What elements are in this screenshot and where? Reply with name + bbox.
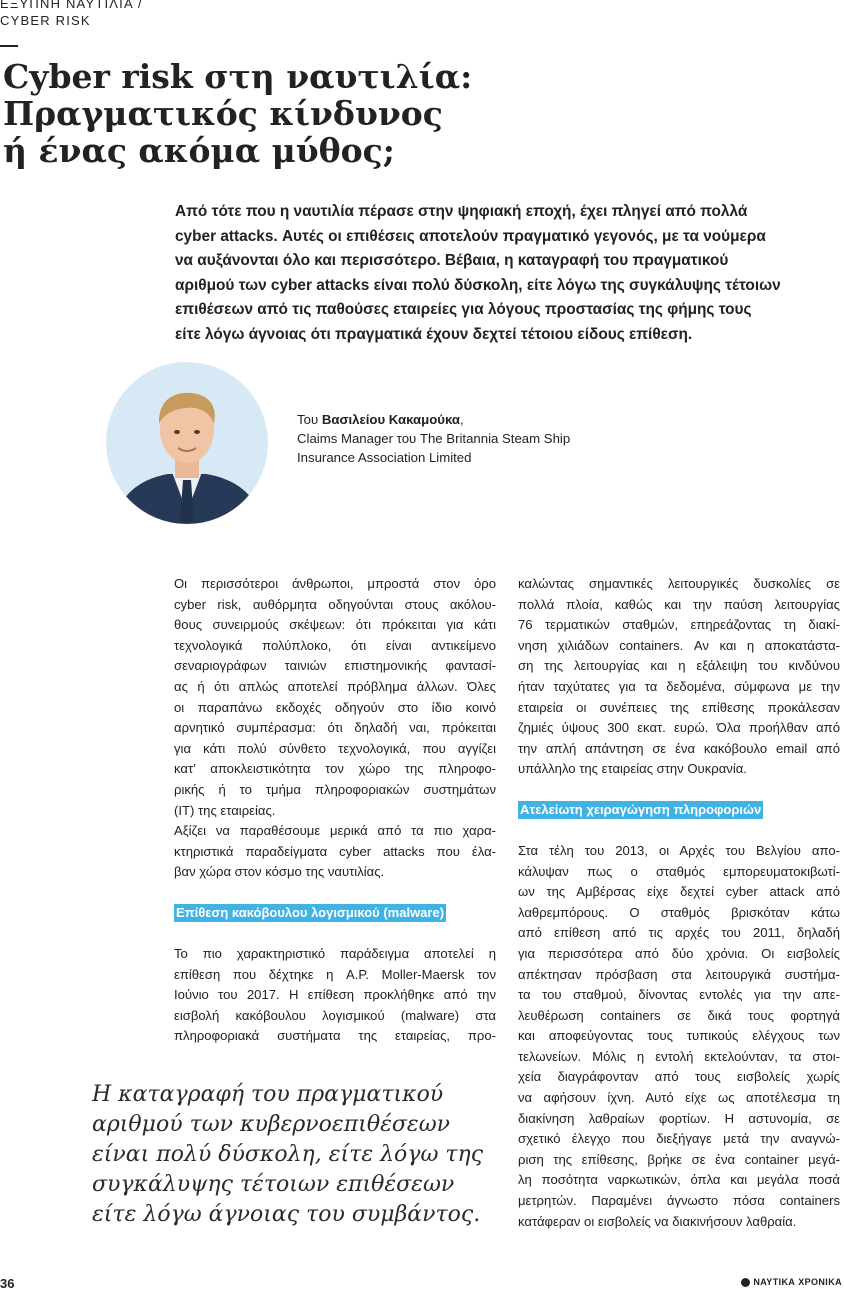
body-line: και αποφεύγοντας τους τυπικούς ελέγχους των [518,1028,840,1044]
body-line: τελωνείων. Μόλις η εντολή εκτελούνταν, τα στοι- [518,1048,840,1064]
body-line: χεία διαγράφονταν από τους εισβολείς χωρίς [518,1069,840,1085]
body-line: κάλυψαν πως ο σταθμός εμπορευματοκιβωτί- [518,863,840,879]
body-line: βαν χώρα στον κόσμο της ναυτιλίας. [174,864,385,880]
body-line: τα του σταθμού, δίνοντας εντολές για την απε- [518,987,840,1003]
body-line: Στα τέλη του 2013, οι Αρχές του Βελγίου απο- [518,842,840,858]
pull-quote [92,1080,512,1230]
body-line: για περισσότερα από δύο χρόνια. Οι εισβολείς [518,945,840,961]
body-line: πολλά πλοία, καθώς και την παύση λειτουργίας [518,596,840,612]
body-line: ζημιές ύψους 300 εκατ. ευρώ. Όλα προήλθαν από [518,720,840,736]
lead-line: αριθμού των cyber attacks είναι πολύ δύσκολη, είτε λόγω της συγκάλυψης τέτοιων [175,276,781,294]
lead-line: Από τότε που η ναυτιλία πέρασε στην ψηφιακή εποχή, έχει πληγεί από πολλά [175,203,748,220]
body-line: από επίθεση από τις αρχές του 2011, δηλαδή [518,925,840,941]
body-line: την απλή απάντηση σε ένα κακόβουλο email από [518,740,840,756]
pull-quote-line: συγκάλυψης τέτοιων επιθέσεων [92,1172,455,1197]
author-portrait-illustration [106,362,268,524]
body-line: Οι περισσότεροι άνθρωποι, μπροστά στον όρο [174,576,496,591]
subhead-malware: Επίθεση κακόβουλου λογισμικού (malware) [176,904,445,920]
author-byline [297,410,657,467]
body-line: για κάτι πολύ σύνθετο τεχνολογικά, που αγγίζει [174,740,496,756]
body-line: σεναριογράφων ταινιών επιστημονικής φαντασί- [174,658,496,674]
lead-line: είτε λόγω άγνοιας ότι πραγματικά έχουν δεχτεί τέτοιου είδους επίθεση. [175,325,693,343]
author-portrait [106,362,268,524]
lead-paragraph [175,200,815,347]
body-line: Το πιο χαρακτηριστικό παράδειγμα αποτελεί η [174,945,496,961]
body-line: λαθρεμπόρους. Ο σταθμός βρισκόταν κάτω [518,904,840,920]
body-line: θους συνειρμούς σκέψεων: ότι πρόκειται για κάτι [174,617,496,633]
subhead-manipulation: Ατελείωτη χειραγώγηση πληροφοριών [520,801,762,817]
author-name: Βασιλείου Κακαμούκα [321,412,460,427]
body-line: υπάλληλο της εταιρείας στην Ουκρανία. [518,761,747,777]
body-line: οι παραπάνω εκδοχές οδηγούν στο ίδιο κοινό [174,699,496,715]
body-line: επίθεση που δέχτηκε η A.P. Moller-Maersk τον [174,966,496,982]
body-line: ση της λειτουργίας και η εξάλειψη του κινδύνου [518,658,840,674]
section-label-line: CYBER RISK [0,13,91,28]
body-line: σχετικό έλεγχο που διεξήγαγε μετά την αναγνώ- [518,1131,840,1147]
body-line: ήταν ταχύτατες για τα δεδομένα, σύμφωνα με την [518,678,840,694]
body-line: λευθέρωση containers σε δικά τους φορτηγά [518,1007,840,1023]
pull-quote-line: αριθμού των κυβερνοεπιθέσεων [92,1112,451,1137]
pull-quote-line: είτε λόγω άγνοιας του συμβάντος. [92,1202,481,1227]
body-line: ων της Αμβέρσας είχε δεχτεί cyber attack από [518,884,840,900]
body-line: απέκτησαν πρόσβαση στα λειτουργικά συστήμα- [518,966,840,982]
page-number: 36 [0,1276,15,1291]
body-line: λη ποσότητα ναρκωτικών, όπλα και μεγάλα ποσά [518,1172,840,1188]
body-line: κατ’ αποκλειστικότητα τον χώρο της πληροφο- [174,761,496,777]
body-line: εταιρεία οι συνέπειες της επίθεσης προκάλεσαν [518,699,840,715]
body-line: πληροφοριακά συστήματα της εταιρείας, προ- [174,1028,496,1044]
body-line: 76 τερματικών σταθμών, επηρεάζοντας τη διακί- [518,617,840,633]
body-line: κτηριστικά παραδείγματα cyber attacks που έλα- [174,843,496,859]
section-label [0,0,300,29]
body-line: μετρητών. Παραμένει άγνωστο πόσα containers [518,1193,840,1209]
pull-quote-line: Η καταγραφή του πραγματικού [92,1082,444,1107]
lead-line: να αυξάνονται όλο και περισσότερο. Βέβαια, η καταγραφή του πραγματικού [175,252,729,269]
headline-line: Cyber risk στη ναυτιλία: [3,57,473,96]
body-line: νηση χιλιάδων containers. Αν και η αποκατάστα- [518,637,840,653]
body-line: Ιούνιο του 2017. Η επίθεση προκλήθηκε από την [174,987,496,1003]
body-line: να αφήσουν ίχνη. Αυτό είχε ως αποτέλεσμα τη [518,1090,840,1106]
author-role-line: Insurance Association Limited [297,450,472,465]
body-line: εισβολή κακόβουλου λογισμικού (malware) στα [174,1007,496,1023]
headline-line: Πραγματικός κίνδυνος [3,94,443,133]
body-line: ριση της επίθεσης, βρήκε σε ένα container μεγά- [518,1151,840,1167]
body-line: ρικής ή το τμήμα πληροφοριακών συστημάτων [174,781,496,797]
column-left [174,574,496,1047]
body-line: Αξίζει να παραθέσουμε μερικά από τα πιο χαρα- [174,823,496,839]
pull-quote-line: είναι πολύ δύσκολη, είτε λόγω της [92,1142,484,1167]
author-suffix: , [459,412,464,427]
title-dash [0,45,18,47]
brand-name: ΝΑΥΤΙΚΑ ΧΡΟΝΙΚΑ [753,1277,842,1287]
body-line: διακίνηση λαθραίων φορτίων. Η αστυνομία, σε [518,1110,840,1126]
publication-brand [741,1277,842,1287]
headline [3,58,563,169]
body-line: ας ή ότι απλώς αποτελεί πρόβλημα άλλων. Όλες [174,678,496,694]
body-line: καλώντας σημαντικές λειτουργικές δυσκολίες σε [518,576,840,591]
author-prefix: Του [297,412,322,427]
body-line: κατάφεραν οι εισβολείς να διακινήσουν λαθραία. [518,1213,797,1229]
headline-line: ή ένας ακόμα μύθος; [3,131,395,170]
body-line: (IT) της εταιρείας. [174,802,276,818]
body-line: αρνητικό συμπέρασμα: ότι δηλαδή ναι, πρόκειται [174,720,496,736]
brand-logo-icon [741,1278,750,1287]
lead-line: cyber attacks. Αυτές οι επιθέσεις αποτελούν πραγματικό γεγονός, με τα νούμερα [175,227,766,245]
body-line: cyber risk, αυθόρμητα οδηγούνται στους ακόλου- [174,596,496,612]
author-role-line: Claims Manager του The Britannia Steam Ship [297,431,571,446]
body-line: τεχνολογικά πολύπλοκο, ότι είναι αντικείμενο [174,637,496,653]
column-right [518,574,840,1232]
author-name-line [297,410,657,429]
section-label-line: ΕΞΥΠΝΗ ΝΑΥΤΙΛΙΑ / [0,0,143,11]
lead-line: επιθέσεων από τις παθούσες εταιρείες για λόγους προστασίας της φήμης τους [175,301,752,318]
